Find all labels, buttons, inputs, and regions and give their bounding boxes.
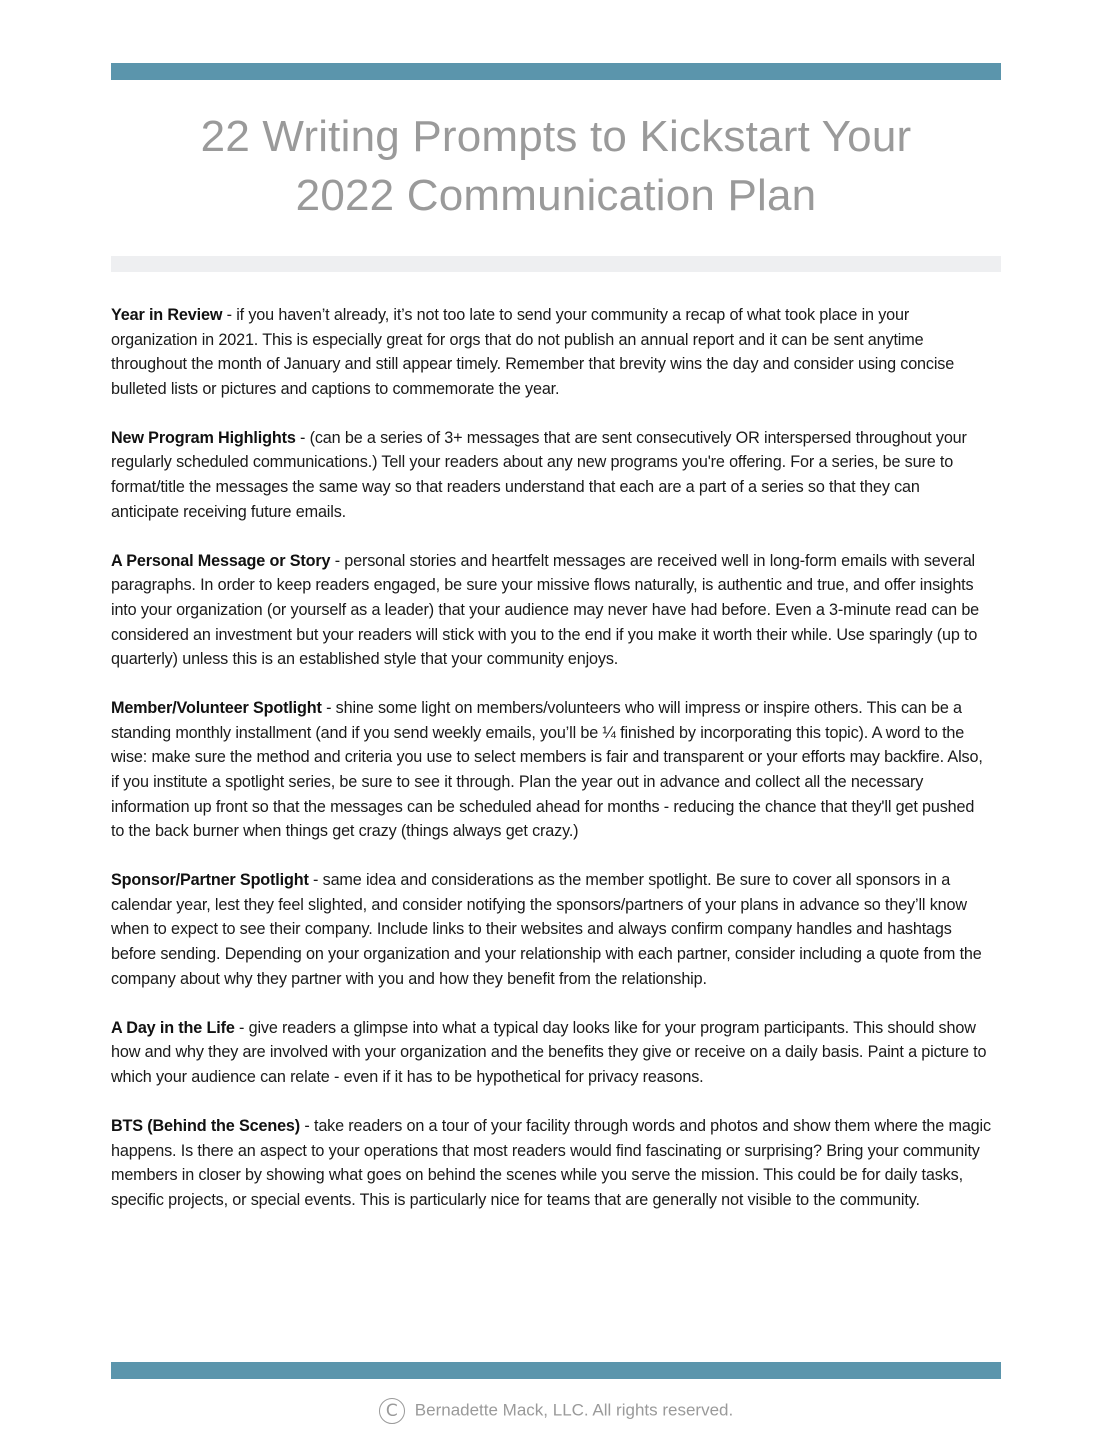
prompt-body: - same idea and considerations as the member spotlight. Be sure to cover all sponsors in a calendar year, lest they feel slighted, and consider notifying the sponsors/partners of your plans in advance so they’ll know when to expect to see their company. Include links to their websites and always confirm company handles and hashtags before sending. Depending on your organization and your relationship with each partner, consider including a quote from the company about why they partner with you and how they benefit from the relationship. bbox=[111, 871, 982, 988]
prompts-list bbox=[111, 303, 991, 1237]
prompt-body: - shine some light on members/volunteers who will impress or inspire others. This can be a standing monthly installment (and if you send weekly emails, you’ll be ¼ finished by incorporating this topic). A word to the wise: make sure the method and criteria you use to select members is fair and transparent or your efforts may backfire. Also, if you institute a spotlight series, be sure to see it through. Plan the year out in advance and collect all the necessary information up front so that the messages can be scheduled ahead for months - reducing the chance that they'll get pushed to the back burner when things get crazy (things always get crazy.) bbox=[111, 699, 983, 841]
footer bbox=[0, 1396, 1112, 1425]
page-title bbox=[111, 107, 1001, 225]
prompt-member-spotlight bbox=[111, 696, 991, 844]
prompt-heading: Member/Volunteer Spotlight bbox=[111, 699, 322, 718]
top-accent-bar bbox=[111, 63, 1001, 80]
prompt-heading: Year in Review bbox=[111, 306, 223, 324]
prompt-heading: BTS (Behind the Scenes) bbox=[111, 1117, 301, 1136]
prompt-sponsor-spotlight bbox=[111, 868, 991, 991]
prompt-heading: New Program Highlights bbox=[111, 428, 296, 447]
title-line-2: 2022 Communication Plan bbox=[295, 171, 817, 220]
prompt-body: - if you haven’t already, it’s not too late to send your community a recap of what took place in your organization in 2021. This is especially great for orgs that do not publish an annual report and it can be sent anytime throughout the month of January and still appear timely. Remember that brevity wins the day and consider using concise bulleted lists or pictures and captions to commemorate the year. bbox=[111, 306, 955, 398]
prompt-body: - personal stories and heartfelt messages are received well in long-form emails with several paragraphs. In order to keep readers engaged, be sure your missive flows naturally, is authentic and true, and offer insights into your organization (or yourself as a leader) that your audience may never have had before. Even a 3-minute read can be considered an investment but your readers will stick with you to the end if you make it worth their while. Use sparingly (up to quarterly) unless this is an established style that your community enjoys. bbox=[111, 551, 980, 669]
prompt-heading: A Day in the Life bbox=[111, 1018, 235, 1037]
prompt-behind-the-scenes bbox=[111, 1114, 991, 1212]
prompt-heading: Sponsor/Partner Spotlight bbox=[111, 871, 309, 890]
prompt-year-in-review bbox=[111, 303, 991, 401]
prompt-day-in-the-life bbox=[111, 1016, 991, 1090]
title-divider-bar bbox=[111, 256, 1001, 272]
title-line-1: 22 Writing Prompts to Kickstart Your bbox=[200, 112, 912, 161]
prompt-body: - give readers a glimpse into what a typical day looks like for your program participants. This should show how and why they are involved with your organization and the benefits they give or receive on a daily basis. Paint a picture to which your audience can relate - even if it has to be hypothetical for privacy reasons. bbox=[111, 1018, 987, 1086]
prompt-body: - take readers on a tour of your facility through words and photos and show them where the magic happens. Is there an aspect to your operations that most readers would find fascinating or surprising? Bring your community members in closer by showing what goes on behind the scenes while you serve the mission. This could be for daily tasks, specific projects, or special events. This is particularly nice for teams that are generally not visible to the community. bbox=[111, 1117, 991, 1209]
prompt-body: - (can be a series of 3+ messages that are sent consecutively OR interspersed throughout your regularly scheduled communications.) Tell your readers about any new programs you're offering. For a series, be sure to format/title the messages the same way so that readers understand that each are a part of a series so that they can anticipate receiving future emails. bbox=[111, 428, 967, 521]
footer-copyright-text: Bernadette Mack, LLC. All rights reserved. bbox=[414, 1400, 734, 1420]
prompt-new-program-highlights bbox=[111, 426, 991, 524]
bottom-accent-bar bbox=[111, 1362, 1001, 1379]
copyright-icon: C bbox=[379, 1398, 405, 1424]
prompt-personal-message bbox=[111, 549, 991, 672]
prompt-heading: A Personal Message or Story bbox=[111, 551, 331, 570]
